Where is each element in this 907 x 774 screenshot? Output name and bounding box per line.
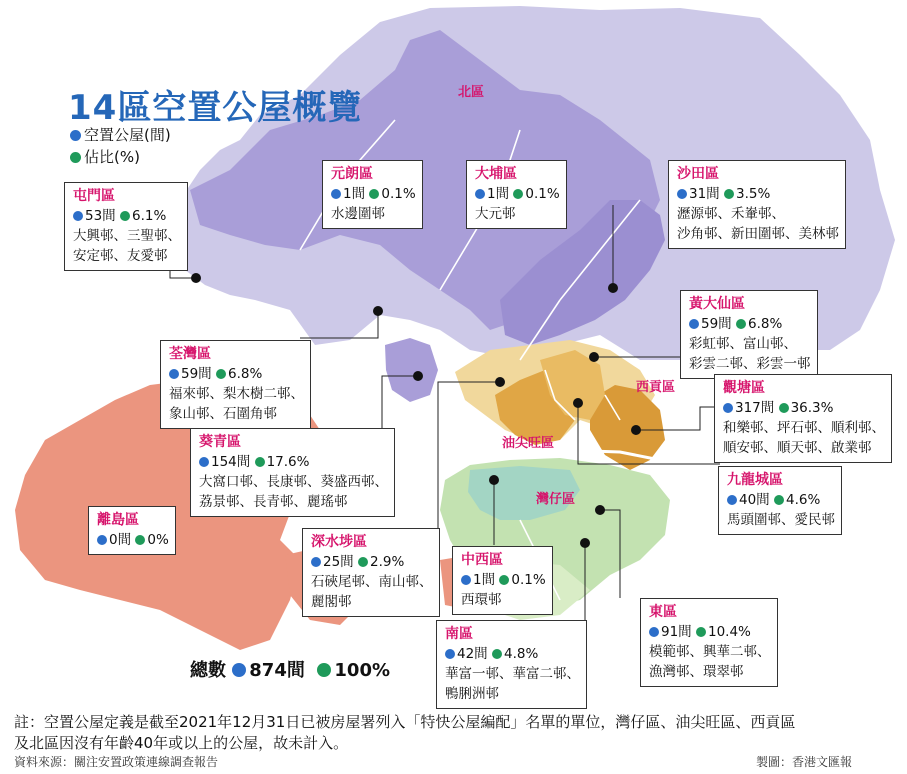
legend-percent-label: 佔比(%): [84, 148, 140, 166]
estates-line-1: 馬頭圍邨、愛民邨: [727, 512, 835, 528]
district-box-southern: [436, 620, 587, 709]
green-dot-icon: [696, 627, 706, 637]
units-value: 40間: [739, 492, 770, 508]
units-value: 42間: [457, 646, 488, 662]
blue-dot-icon: [727, 495, 737, 505]
blue-dot-icon: [73, 211, 83, 221]
district-name: 中西區: [461, 552, 503, 568]
map-label-sai-kung: 西貢區: [636, 380, 676, 395]
graphic-credit: 製圖：香港文匯報: [756, 755, 853, 769]
percent-value: 0.1%: [525, 186, 560, 202]
estates-line-2: 象山邨、石圍角邨: [169, 406, 277, 422]
percent-value: 3.5%: [735, 186, 771, 202]
green-dot-icon: [135, 535, 145, 545]
estates-line-2: 鴨脷洲邨: [445, 686, 499, 702]
estates-line-2: 順安邨、順天邨、啟業邨: [723, 440, 872, 456]
total-percent: 100%: [334, 660, 391, 681]
estates-line-2: 彩雲二邨、彩雲一邨: [689, 356, 811, 372]
district-stats: [73, 206, 181, 226]
footnote-line-1: 註：空置公屋定義是截至2021年12月31日已被房屋署列入「特快公屋編配」名單的單位，灣仔區、油尖旺區、西貢區: [14, 713, 796, 731]
units-value: 154間: [211, 454, 251, 470]
green-dot-icon: [499, 575, 509, 585]
total-summary: [190, 656, 390, 682]
district-stats: [461, 570, 546, 590]
estates-line-2: 沙角邨、新田圍邨、美林邨: [677, 226, 839, 242]
district-box-tuen-mun: [64, 182, 188, 271]
estates-line-1: 瀝源邨、禾輋邨、: [677, 206, 785, 222]
district-stats: [689, 314, 811, 334]
blue-dot-icon: [677, 189, 687, 199]
district-stats: [723, 398, 885, 418]
legend-units-label: 空置公屋(間): [84, 126, 171, 144]
units-value: 59間: [701, 316, 732, 332]
legend-units: [70, 124, 171, 145]
estates-line-1: 彩虹邨、富山邨、: [689, 336, 797, 352]
blue-dot-icon: [97, 535, 107, 545]
blue-dot-icon: [649, 627, 659, 637]
estates-line-1: 模範邨、興華二邨、: [649, 644, 771, 660]
district-stats: [727, 490, 835, 510]
district-name: 葵青區: [199, 434, 241, 450]
district-box-kowloon-city: [718, 466, 842, 535]
estates-line-1: 和樂邨、坪石邨、順利邨、: [723, 420, 885, 436]
units-value: 31間: [689, 186, 720, 202]
units-value: 59間: [181, 366, 212, 382]
green-dot-icon: [513, 189, 523, 199]
percent-value: 10.4%: [707, 624, 751, 640]
estates-line-2: 漁灣邨、環翠邨: [649, 664, 744, 680]
percent-value: 0%: [147, 532, 169, 548]
units-value: 1間: [343, 186, 366, 202]
map-label-north: 北區: [458, 85, 485, 100]
tsing-yi-island: [385, 338, 438, 402]
district-name: 離島區: [97, 512, 139, 528]
page-title: 14區空置公屋概覽: [68, 88, 363, 128]
estates-line-1: 水邊圍邨: [331, 206, 385, 222]
district-box-wong-tai-sin: [680, 290, 818, 379]
district-name: 荃灣區: [169, 346, 211, 362]
district-box-eastern: [640, 598, 778, 687]
district-name: 九龍城區: [727, 472, 783, 488]
units-value: 1間: [487, 186, 510, 202]
units-value: 0間: [109, 532, 132, 548]
percent-value: 6.1%: [131, 208, 167, 224]
district-stats: [97, 530, 169, 550]
green-dot-icon: [736, 319, 746, 329]
footnote: [14, 712, 894, 754]
units-value: 1間: [473, 572, 496, 588]
green-dot-icon: [369, 189, 379, 199]
estates-line-1: 大元邨: [475, 206, 516, 222]
district-box-tai-po: [466, 160, 567, 229]
units-value: 317間: [735, 400, 775, 416]
blue-dot-icon: [199, 457, 209, 467]
units-value: 53間: [85, 208, 116, 224]
district-stats: [169, 364, 304, 384]
district-stats: [331, 184, 416, 204]
blue-dot-icon: [232, 663, 246, 677]
total-label: 總數: [190, 660, 226, 681]
district-box-islands: [88, 506, 176, 555]
estates-line-1: 西環邨: [461, 592, 502, 608]
map-label-wan-chai: 灣仔區: [536, 492, 576, 507]
green-dot-icon: [724, 189, 734, 199]
blue-dot-icon: [331, 189, 341, 199]
district-box-tsuen-wan: [160, 340, 311, 429]
legend-percent: [70, 146, 140, 167]
district-box-central-western: [452, 546, 553, 615]
green-dot-icon: [358, 557, 368, 567]
green-dot-icon: [774, 495, 784, 505]
district-box-kwun-tong: [714, 374, 892, 463]
district-name: 屯門區: [73, 188, 115, 204]
estates-line-1: 大興邨、三聖邨、: [73, 228, 181, 244]
district-name: 沙田區: [677, 166, 719, 182]
blue-dot-icon: [311, 557, 321, 567]
district-stats: [475, 184, 560, 204]
units-value: 25間: [323, 554, 354, 570]
district-name: 深水埗區: [311, 534, 367, 550]
blue-dot-icon: [445, 649, 455, 659]
district-stats: [445, 644, 580, 664]
district-stats: [199, 452, 388, 472]
estates-line-1: 大窩口邨、長康邨、葵盛西邨、: [199, 474, 388, 490]
district-name: 黃大仙區: [689, 296, 745, 312]
green-dot-icon: [70, 152, 81, 163]
district-name: 東區: [649, 604, 677, 620]
estates-line-2: 荔景邨、長青邨、麗瑤邨: [199, 494, 348, 510]
percent-value: 4.6%: [785, 492, 821, 508]
district-box-kwai-tsing: [190, 428, 395, 517]
green-dot-icon: [779, 403, 789, 413]
units-value: 91間: [661, 624, 692, 640]
percent-value: 2.9%: [369, 554, 405, 570]
green-dot-icon: [216, 369, 226, 379]
blue-dot-icon: [689, 319, 699, 329]
percent-value: 6.8%: [747, 316, 783, 332]
percent-value: 36.3%: [790, 400, 834, 416]
district-name: 觀塘區: [723, 380, 765, 396]
estates-line-2: 安定邨、友愛邨: [73, 248, 168, 264]
percent-value: 0.1%: [381, 186, 416, 202]
estates-line-2: 麗閣邨: [311, 594, 352, 610]
district-name: 大埔區: [475, 166, 517, 182]
blue-dot-icon: [169, 369, 179, 379]
blue-dot-icon: [461, 575, 471, 585]
district-box-sha-tin: [668, 160, 846, 249]
percent-value: 4.8%: [503, 646, 539, 662]
district-name: 元朗區: [331, 166, 373, 182]
estates-line-1: 石硤尾邨、南山邨、: [311, 574, 433, 590]
percent-value: 0.1%: [511, 572, 546, 588]
percent-value: 6.8%: [227, 366, 263, 382]
green-dot-icon: [120, 211, 130, 221]
percent-value: 17.6%: [266, 454, 310, 470]
blue-dot-icon: [70, 130, 81, 141]
total-units: 874間: [249, 660, 305, 681]
data-source: 資料來源：關注安置政策連線調查報告: [14, 755, 219, 769]
green-dot-icon: [255, 457, 265, 467]
estates-line-1: 福來邨、梨木樹二邨、: [169, 386, 304, 402]
district-stats: [649, 622, 771, 642]
map-label-yau-tsim-mong: 油尖旺區: [502, 436, 555, 451]
green-dot-icon: [317, 663, 331, 677]
district-stats: [311, 552, 433, 572]
district-box-sham-shui-po: [302, 528, 440, 617]
district-box-yuen-long: [322, 160, 423, 229]
footnote-line-2: 及北區因沒有年齡40年或以上的公屋，故未計入。: [14, 734, 349, 752]
blue-dot-icon: [475, 189, 485, 199]
blue-dot-icon: [723, 403, 733, 413]
estates-line-1: 華富一邨、華富二邨、: [445, 666, 580, 682]
green-dot-icon: [492, 649, 502, 659]
district-stats: [677, 184, 839, 204]
district-name: 南區: [445, 626, 473, 642]
